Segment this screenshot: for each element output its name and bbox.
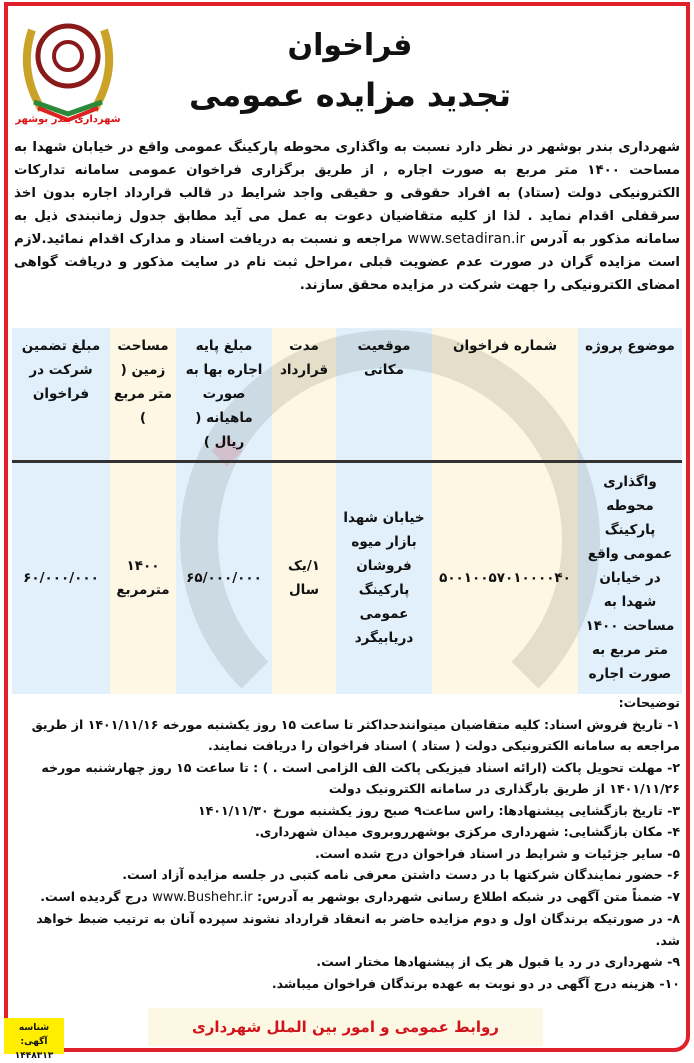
note-item: ۲- مهلت تحویل پاکت (ارائه اسناد فیزیکی پاکت الف الزامی است . ) : تا ساعت ۱۵ روز چهارشنبه مورخه ۱۴۰۱/۱۱/۲۶ از طریق بارگذاری در سامانه الکترونیک دولت bbox=[41, 759, 680, 796]
note-7-text-end: درج گردیده است. bbox=[40, 888, 148, 904]
note-item: ۶- حضور نمایندگان شرکتها با در دست داشتن معرفی نامه کتبی در جلسه مزایده آزاد است. bbox=[122, 867, 680, 882]
cell-duration: ۱/یک سال bbox=[272, 462, 336, 694]
notes-section bbox=[14, 692, 680, 994]
setadiran-link[interactable]: www.setadiran.ir bbox=[407, 231, 526, 247]
intro-paragraph bbox=[14, 136, 680, 297]
logo-caption: شهرداری بندر بوشهر bbox=[15, 114, 121, 125]
note-item: ۱۰- هزینه درج آگهی در دو نوبت به عهده برندگان فراخوان میباشد. bbox=[271, 975, 680, 991]
header-call-number: شماره فراخوان bbox=[432, 328, 578, 462]
note-item: ۹- شهرداری در رد یا قبول هر یک از پیشنهادها مختار است. bbox=[316, 954, 680, 969]
ad-id-label: شناسه آگهی: bbox=[18, 1023, 50, 1047]
intro-text-2: مراجعه و نسبت به دریافت اسناد و مدارک اقدام نمائید.لازم است مزایده گران در صورت عدم عضویت قبلی ،مراحل ثبت نام در سایت مذکور و دریافت گواهی امضای الکترونیکی را جهت شرکت در مزایده محقق سازند. bbox=[14, 232, 680, 293]
ad-title: فراخوان bbox=[287, 28, 413, 63]
cell-guarantee: ۶۰/۰۰۰/۰۰۰ bbox=[12, 462, 110, 694]
cell-call-number: ۵۰۰۱۰۰۵۷۰۱۰۰۰۰۴۰ bbox=[432, 462, 578, 694]
note-item: ۳- تاریخ بازگشایی پیشنهادها: راس ساعت۹ صبح روز یکشنبه مورخ ۱۴۰۱/۱۱/۳۰ bbox=[197, 802, 680, 818]
municipality-logo bbox=[12, 10, 124, 128]
header-guarantee: مبلغ تضمین شرکت در فراخوان bbox=[12, 328, 110, 462]
note-item: ۴- مکان بازگشایی: شهرداری مرکزی بوشهرروبروی میدان شهرداری. bbox=[254, 824, 680, 839]
header-area: مساحت زمین ( متر مربع ) bbox=[110, 328, 176, 462]
notes-heading: توضیحات: bbox=[618, 695, 680, 710]
cell-area: ۱۴۰۰ مترمربع bbox=[110, 462, 176, 694]
table-row bbox=[12, 462, 682, 694]
note-item: ۵- سایر جزئیات و شرایط در اسناد فراخوان درج شده است. bbox=[314, 845, 680, 861]
note-7-text: ۷- ضمناً متن آگهی در شبکه اطلاع رسانی شهرداری بوشهر به آدرس: bbox=[256, 888, 680, 904]
intro-text-1: شهرداری بندر بوشهر در نظر دارد نسبت به واگذاری محوطه پارکینگ عمومی واقع در خیابان شهدا به مساحت ۱۴۰۰ متر مربع به صورت اجاره , از طریق برگزاری فراخوان عمومی سامانه تدارکات الکترونیکی دولت (ستاد) به افراد حقوقی و حقیقی واجد شرایط در قالب قرارداد اجاره بدون اخذ سرقفلی اقدام نماید . لذا از کلیه متقاضیان دعوت به عمل می آید مطابق جدول زمانبندی ذیل به سامانه مذکور به آدرس bbox=[14, 140, 680, 247]
ad-id-value: ۱۴۴۸۳۱۳ bbox=[14, 1051, 54, 1061]
cell-location: خیابان شهدا بازار میوه فروشان پارکینگ عمومی دریابیگرد bbox=[336, 462, 432, 694]
header-project-subject: موضوع پروژه bbox=[578, 328, 682, 462]
note-item-7 bbox=[14, 886, 680, 909]
header-base-rent: مبلغ پایه اجاره بها به صورت ماهیانه ( ریال ) bbox=[176, 328, 272, 462]
table-header-row bbox=[12, 328, 682, 462]
ad-subtitle: تجدید مزایده عمومی bbox=[189, 76, 511, 114]
cell-base-rent: ۶۵/۰۰۰/۰۰۰ bbox=[176, 462, 272, 694]
note-item: ۱- تاریخ فروش اسناد: کلیه متقاضیان میتوانندحداکثر تا ساعت ۱۵ روز یکشنبه مورخه ۱۴۰۱/۱۱/۱۶ از طریق مراجعه به سامانه الکترونیکی دولت ( ستاد ) اسناد فراخوان را دریافت نمایند. bbox=[31, 716, 680, 753]
bushehr-link[interactable]: www.Bushehr.ir bbox=[152, 889, 253, 905]
ad-id-badge bbox=[4, 1018, 64, 1061]
auction-table bbox=[12, 328, 682, 694]
note-item: ۸- در صورتیکه برندگان اول و دوم مزایده حاضر به انعقاد قرارداد نشوند سپرده آنان به ترتیب ضبط خواهد شد. bbox=[36, 911, 680, 948]
header-location: موقعیت مکانی bbox=[336, 328, 432, 462]
header-duration: مدت قرارداد bbox=[272, 328, 336, 462]
cell-project-subject: واگذاری محوطه پارکینگ عمومی واقع در خیابان شهدا به مساحت ۱۴۰۰ متر مربع به صورت اجاره bbox=[578, 462, 682, 694]
footer-signature: روابط عمومی و امور بین الملل شهرداری bbox=[148, 1008, 543, 1046]
